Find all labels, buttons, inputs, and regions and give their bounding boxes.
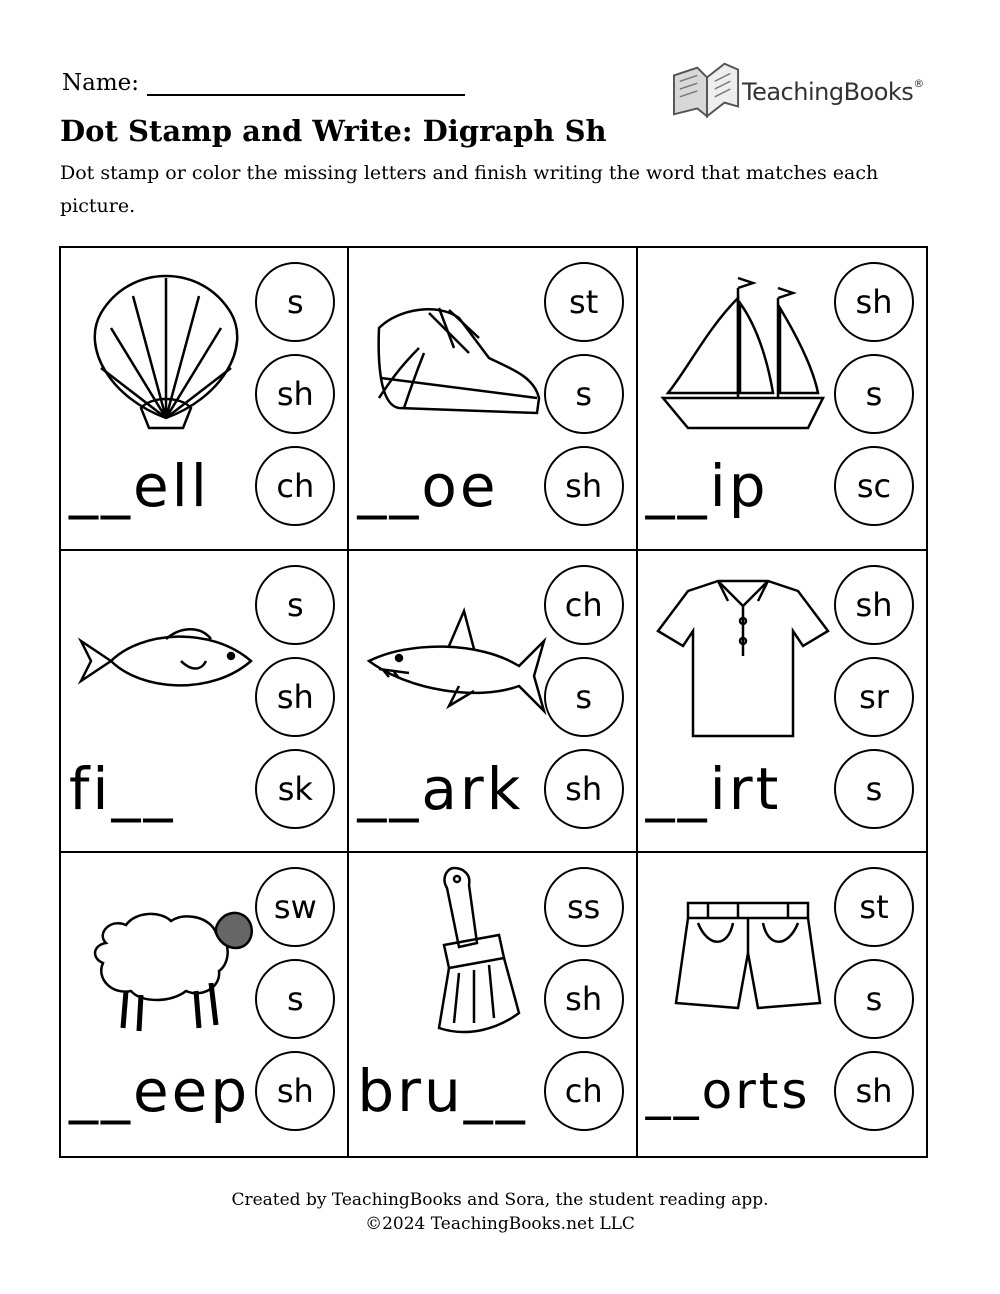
footer: [0, 1188, 1000, 1236]
letter-option-circle[interactable]: st: [834, 867, 914, 947]
letter-option-circle[interactable]: st: [544, 262, 624, 342]
worksheet-cell: [349, 853, 637, 1156]
letter-option-circle[interactable]: sr: [834, 657, 914, 737]
shark-icon: [359, 561, 549, 741]
logo-text: TeachingBooks: [742, 78, 914, 106]
letter-option-circle[interactable]: s: [834, 354, 914, 434]
letter-option-circle[interactable]: ch: [544, 565, 624, 645]
shoe-icon: [359, 258, 549, 438]
option-circles: [834, 867, 918, 1143]
fish-icon: [71, 561, 261, 741]
worksheet-cell: [61, 853, 349, 1156]
letter-option-circle[interactable]: ss: [544, 867, 624, 947]
word-to-complete: __orts: [645, 1062, 811, 1121]
footer-copyright: ©2024 TeachingBooks.net LLC: [365, 1214, 635, 1234]
name-blank-line: [147, 70, 465, 96]
worksheet-cell: [349, 248, 637, 551]
word-to-complete: __oe: [357, 452, 499, 520]
worksheet-cell: [349, 551, 637, 854]
letter-option-circle[interactable]: sh: [834, 262, 914, 342]
option-circles: [544, 867, 628, 1143]
word-to-complete: __irt: [645, 754, 782, 823]
sheep-icon: [71, 863, 261, 1043]
worksheet-cell: [61, 551, 349, 854]
letter-option-circle[interactable]: sh: [255, 354, 335, 434]
word-to-complete: __eep: [69, 1057, 251, 1126]
letter-option-circle[interactable]: sh: [544, 446, 624, 526]
letter-option-circle[interactable]: s: [255, 262, 335, 342]
option-circles: [255, 262, 339, 538]
letter-option-circle[interactable]: s: [544, 657, 624, 737]
worksheet-grid: [59, 246, 928, 1158]
letter-option-circle[interactable]: sk: [255, 749, 335, 829]
worksheet-cell: [638, 853, 926, 1156]
letter-option-circle[interactable]: ch: [255, 446, 335, 526]
option-circles: [544, 565, 628, 841]
teachingbooks-logo: [668, 55, 938, 125]
letter-option-circle[interactable]: sh: [834, 565, 914, 645]
option-circles: [834, 565, 918, 841]
letter-option-circle[interactable]: sh: [255, 657, 335, 737]
worksheet-cell: [638, 248, 926, 551]
word-to-complete: __ark: [357, 754, 524, 823]
letter-option-circle[interactable]: s: [544, 354, 624, 434]
letter-option-circle[interactable]: sw: [255, 867, 335, 947]
ship-icon: [648, 258, 838, 438]
word-to-complete: __ell: [69, 452, 210, 520]
letter-option-circle[interactable]: s: [255, 959, 335, 1039]
letter-option-circle[interactable]: s: [255, 565, 335, 645]
page-title: Dot Stamp and Write: Digraph Sh: [60, 114, 607, 148]
option-circles: [255, 867, 339, 1143]
seashell-icon: [71, 258, 261, 438]
worksheet-cell: [61, 248, 349, 551]
option-circles: [834, 262, 918, 538]
letter-option-circle[interactable]: sh: [544, 749, 624, 829]
option-circles: [544, 262, 628, 538]
word-to-complete: fi__: [69, 754, 176, 823]
option-circles: [255, 565, 339, 841]
letter-option-circle[interactable]: sh: [544, 959, 624, 1039]
name-label: Name:: [62, 70, 140, 96]
word-to-complete: bru__: [357, 1057, 528, 1126]
book-logo-icon: [668, 56, 746, 124]
letter-option-circle[interactable]: s: [834, 749, 914, 829]
registered-mark: ®: [913, 77, 925, 90]
letter-option-circle[interactable]: sc: [834, 446, 914, 526]
shirt-icon: [648, 561, 838, 741]
paintbrush-icon: [359, 863, 549, 1043]
letter-option-circle[interactable]: sh: [834, 1051, 914, 1131]
instructions: Dot stamp or color the missing letters and finish writing the word that matches each picture.: [60, 162, 879, 217]
worksheet-cell: [638, 551, 926, 854]
footer-credit: Created by TeachingBooks and Sora, the student reading app.: [231, 1190, 769, 1210]
word-to-complete: __ip: [645, 452, 769, 520]
letter-option-circle[interactable]: ch: [544, 1051, 624, 1131]
letter-option-circle[interactable]: s: [834, 959, 914, 1039]
name-field: [62, 70, 465, 96]
letter-option-circle[interactable]: sh: [255, 1051, 335, 1131]
shorts-icon: [648, 863, 838, 1043]
